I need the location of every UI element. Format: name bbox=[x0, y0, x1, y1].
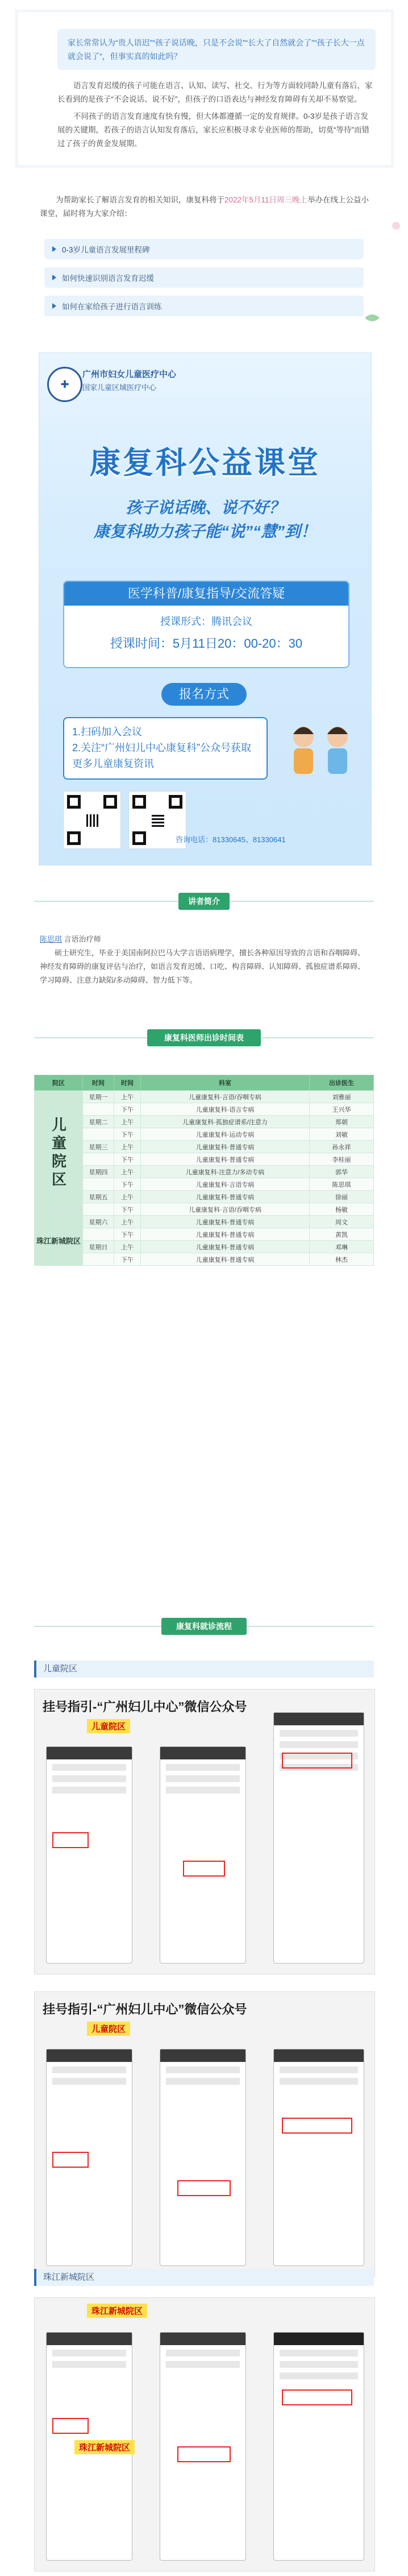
arrow-icon bbox=[52, 275, 56, 280]
doctor-cell: 刘敏 bbox=[310, 1128, 374, 1141]
qr-code-meeting[interactable] bbox=[63, 791, 121, 849]
day-cell bbox=[83, 1128, 114, 1141]
hospital-subname: 国家儿童区域医疗中心 bbox=[82, 383, 157, 392]
day-cell bbox=[83, 1253, 114, 1266]
dept-cell: 儿童康复科·普通专病 bbox=[141, 1141, 310, 1153]
dept-cell: 儿童康复科·普通专病 bbox=[141, 1216, 310, 1228]
doctor-cell: 郑朝 bbox=[310, 1116, 374, 1128]
topic-list bbox=[44, 239, 364, 324]
branch-title: 珠江新城院区 bbox=[34, 2269, 374, 2286]
signup-step: 1.扫码加入会议 bbox=[72, 726, 143, 738]
process-tag: 康复科就诊流程 bbox=[161, 1618, 247, 1635]
time-cell: 上午 bbox=[114, 1191, 141, 1203]
guide-title: 挂号指引-“广州妇儿中心”微信公众号 bbox=[43, 1700, 247, 1714]
col-header: 院区 bbox=[35, 1075, 83, 1091]
intro-body bbox=[57, 79, 376, 154]
expert-name[interactable]: 陈思琪 bbox=[40, 935, 63, 943]
poster-format: 授课形式：腾讯会议 bbox=[160, 616, 252, 627]
doctor-cell: 陈思琪 bbox=[310, 1178, 374, 1191]
zone-cell: 珠江新城院区 bbox=[35, 1216, 83, 1266]
process-branch-children bbox=[34, 1660, 374, 2277]
table-row bbox=[35, 1203, 374, 1216]
col-header: 时间 bbox=[114, 1075, 141, 1091]
dept-cell: 儿童康复科·注意力/多动专病 bbox=[141, 1166, 310, 1178]
table-row bbox=[35, 1141, 374, 1153]
day-cell bbox=[83, 1203, 114, 1216]
doctor-cell: 徐丽 bbox=[310, 1191, 374, 1203]
doctor-cell: 王兴华 bbox=[310, 1103, 374, 1116]
expert-intro bbox=[40, 933, 369, 987]
hospital-logo: ✚ bbox=[47, 367, 82, 402]
intro-question: 家长常常认为“贵人语迟”“孩子说话晚，只是不会说”“长大了自然就会了”“孩子长大一点就会说了”，但事实真的如此吗？ bbox=[68, 38, 365, 61]
time-cell: 上午 bbox=[114, 1141, 141, 1153]
poster-title: 康复科公益课堂 bbox=[90, 446, 320, 480]
time-cell: 上午 bbox=[114, 1216, 141, 1228]
time-cell: 上午 bbox=[114, 1166, 141, 1178]
table-row bbox=[35, 1191, 374, 1203]
phone-screen bbox=[273, 2049, 364, 2266]
expert-section-header bbox=[34, 893, 374, 910]
day-cell: 星期二 bbox=[83, 1116, 114, 1128]
intro-paragraph: 不同孩子的语言发育速度有快有慢，但大体都遵循一定的发育规律。0-3岁是孩子语言发展的关键期，若孩子的语言认知发育落后，家长应积极寻求专业医师的帮助，切莫“等待”而错过了孩子的黄金发展期。 bbox=[57, 112, 369, 148]
table-row bbox=[35, 1216, 374, 1228]
day-cell: 星期日 bbox=[83, 1241, 114, 1253]
guide-screenshot bbox=[34, 2297, 375, 2571]
doctor-cell: 李桂丽 bbox=[310, 1153, 374, 1166]
topic-item bbox=[44, 239, 364, 259]
phone-screen bbox=[160, 2049, 246, 2266]
time-cell: 上午 bbox=[114, 1116, 141, 1128]
zone-cell: 儿童院区 bbox=[35, 1091, 83, 1216]
dept-cell: 儿童康复科·运动专病 bbox=[141, 1128, 310, 1141]
time-cell: 上午 bbox=[114, 1241, 141, 1253]
contact-phone: 咨询电话：81330645、81330641 bbox=[176, 835, 286, 844]
doctor-cell: 郭华 bbox=[310, 1166, 374, 1178]
doctor-cell: 林杰 bbox=[310, 1253, 374, 1266]
day-cell bbox=[83, 1103, 114, 1116]
day-cell bbox=[83, 1178, 114, 1191]
table-row bbox=[35, 1253, 374, 1266]
guide-screenshot bbox=[34, 1689, 375, 1974]
table-row bbox=[35, 1153, 374, 1166]
intro-card bbox=[17, 11, 392, 166]
dept-cell: 儿童康复科·普通专病 bbox=[141, 1228, 310, 1241]
dept-cell: 儿童康复科·言语专病 bbox=[141, 1178, 310, 1191]
schedule-tag: 康复科医师出诊时间表 bbox=[147, 1029, 261, 1046]
table-row bbox=[35, 1166, 374, 1178]
lead-text: 为帮助家长了解语言发育的相关知识，康复科将于 bbox=[56, 196, 224, 204]
branch-title: 儿童院区 bbox=[34, 1660, 374, 1678]
col-header: 科室 bbox=[141, 1075, 310, 1091]
doctor-cell: 刘雅丽 bbox=[310, 1091, 374, 1103]
day-cell: 星期三 bbox=[83, 1141, 114, 1153]
signup-steps bbox=[63, 717, 268, 780]
expert-tag: 讲者简介 bbox=[178, 893, 230, 910]
doctor-cell: 孙永祥 bbox=[310, 1141, 374, 1153]
process-branch-zhujiang bbox=[34, 2269, 374, 2571]
lead-highlight: 2022年5月11日周三晚上 bbox=[224, 196, 308, 204]
table-row bbox=[35, 1128, 374, 1141]
table-row bbox=[35, 1116, 374, 1128]
schedule-table bbox=[34, 1075, 374, 1266]
topic-label: 0-3岁儿童语言发展里程碑 bbox=[62, 246, 150, 254]
children-illustration bbox=[278, 717, 363, 780]
dept-cell: 儿童康复科·语言专病 bbox=[141, 1103, 310, 1116]
guide-label: 珠江新城院区 bbox=[87, 2304, 147, 2318]
phone-screen bbox=[46, 2049, 132, 2266]
arrow-icon bbox=[52, 246, 56, 252]
dept-cell: 儿童康复科·孤独症谱系/注意力 bbox=[141, 1116, 310, 1128]
dept-cell: 儿童康复科·言语/吞咽专病 bbox=[141, 1203, 310, 1216]
decor-dot bbox=[392, 222, 400, 230]
doctor-cell: 周文 bbox=[310, 1216, 374, 1228]
phone-screen bbox=[160, 2332, 246, 2561]
topic-item bbox=[44, 296, 364, 316]
phone-screen bbox=[46, 1746, 132, 1964]
time-cell: 下午 bbox=[114, 1153, 141, 1166]
time-cell: 下午 bbox=[114, 1103, 141, 1116]
day-cell: 星期六 bbox=[83, 1216, 114, 1228]
hospital-name: 广州市妇女儿童医疗中心 bbox=[82, 370, 177, 379]
lead-paragraph bbox=[40, 193, 369, 221]
signup-heading: 报名方式 bbox=[161, 683, 247, 706]
phone-screen bbox=[273, 2332, 364, 2561]
leaf-icon bbox=[364, 313, 381, 323]
col-header: 出诊医生 bbox=[310, 1075, 374, 1091]
time-cell: 下午 bbox=[114, 1228, 141, 1241]
guide-label: 儿童院区 bbox=[87, 2022, 130, 2036]
table-row bbox=[35, 1241, 374, 1253]
day-cell bbox=[83, 1228, 114, 1241]
time-cell: 下午 bbox=[114, 1128, 141, 1141]
dept-cell: 儿童康复科·普通专病 bbox=[141, 1253, 310, 1266]
day-cell: 星期四 bbox=[83, 1166, 114, 1178]
day-cell: 星期一 bbox=[83, 1091, 114, 1103]
process-section-header bbox=[34, 1618, 374, 1635]
guide-label: 珠江新城院区 bbox=[74, 2440, 135, 2454]
poster-band: 医学科普/康复指导/交流答疑 bbox=[64, 582, 348, 606]
doctor-cell: 杨敏 bbox=[310, 1203, 374, 1216]
poster-header bbox=[47, 363, 178, 403]
time-cell: 下午 bbox=[114, 1203, 141, 1216]
expert-role: 言语治疗师 bbox=[64, 935, 101, 943]
doctor-cell: 邓琳 bbox=[310, 1241, 374, 1253]
poster-subtitle: 孩子说话晚、说不好？ bbox=[125, 499, 285, 516]
dept-cell: 儿童康复科·普通专病 bbox=[141, 1191, 310, 1203]
col-header: 时间 bbox=[83, 1075, 114, 1091]
schedule-section-header bbox=[34, 1029, 374, 1046]
day-cell: 星期五 bbox=[83, 1191, 114, 1203]
table-row bbox=[35, 1091, 374, 1103]
day-cell bbox=[83, 1153, 114, 1166]
dept-cell: 儿童康复科·言语/吞咽专病 bbox=[141, 1091, 310, 1103]
guide-label: 儿童院区 bbox=[87, 1719, 130, 1733]
arrow-icon bbox=[52, 303, 56, 309]
topic-item bbox=[44, 267, 364, 288]
guide-title: 挂号指引-“广州妇儿中心”微信公众号 bbox=[43, 2002, 247, 2016]
intro-paragraph: 语言发育迟缓的孩子可能在语言、认知、读写、社交、行为等方面较同龄儿童有落后，家长看到的是孩子“不会说话、说不好”，但孩子的口语表达与神经发育障碍有关却不易察觉。 bbox=[57, 81, 373, 103]
poster-info-box bbox=[63, 581, 349, 668]
schedule-grid bbox=[34, 1075, 374, 1266]
dept-cell: 儿童康复科·普通专病 bbox=[141, 1153, 310, 1166]
signup-step: 2.关注“广州妇儿中心康复科”公众号获取更多儿童康复资讯 bbox=[72, 742, 251, 769]
table-row bbox=[35, 1103, 374, 1116]
doctor-cell: 黄凯 bbox=[310, 1228, 374, 1241]
topic-label: 如何快速识别语言发育迟缓 bbox=[62, 274, 154, 283]
time-cell: 下午 bbox=[114, 1253, 141, 1266]
table-row bbox=[35, 1228, 374, 1241]
phone-screen bbox=[160, 1746, 246, 1964]
poster-time: 授课时间：5月11日20：00-20：30 bbox=[110, 636, 303, 651]
topic-label: 如何在家给孩子进行语言训练 bbox=[62, 303, 162, 311]
intro-question-box bbox=[57, 29, 376, 70]
table-row bbox=[35, 1178, 374, 1191]
lead-text: 举办在线上公益小课堂，届时将为大家介绍： bbox=[40, 196, 369, 218]
guide-screenshot bbox=[34, 1991, 375, 2277]
dept-cell: 儿童康复科·普通专病 bbox=[141, 1241, 310, 1253]
expert-bio: 硕士研究生，毕业于美国南阿拉巴马大学言语语病理学，擅长各种原因导致的言语和吞咽障碍、神经发育障碍的康复评估与治疗，如语言发育迟缓、口吃、构音障碍、认知障碍、孤独症谱系障碍、学习障碍、注意力缺陷/多动障碍、智力低下等。 bbox=[40, 949, 365, 984]
phone-screen bbox=[273, 1712, 364, 1964]
time-cell: 上午 bbox=[114, 1091, 141, 1103]
poster-subtitle: 康复科助力孩子能“说”“慧”到！ bbox=[93, 523, 317, 540]
time-cell: 下午 bbox=[114, 1178, 141, 1191]
event-poster bbox=[39, 353, 372, 865]
